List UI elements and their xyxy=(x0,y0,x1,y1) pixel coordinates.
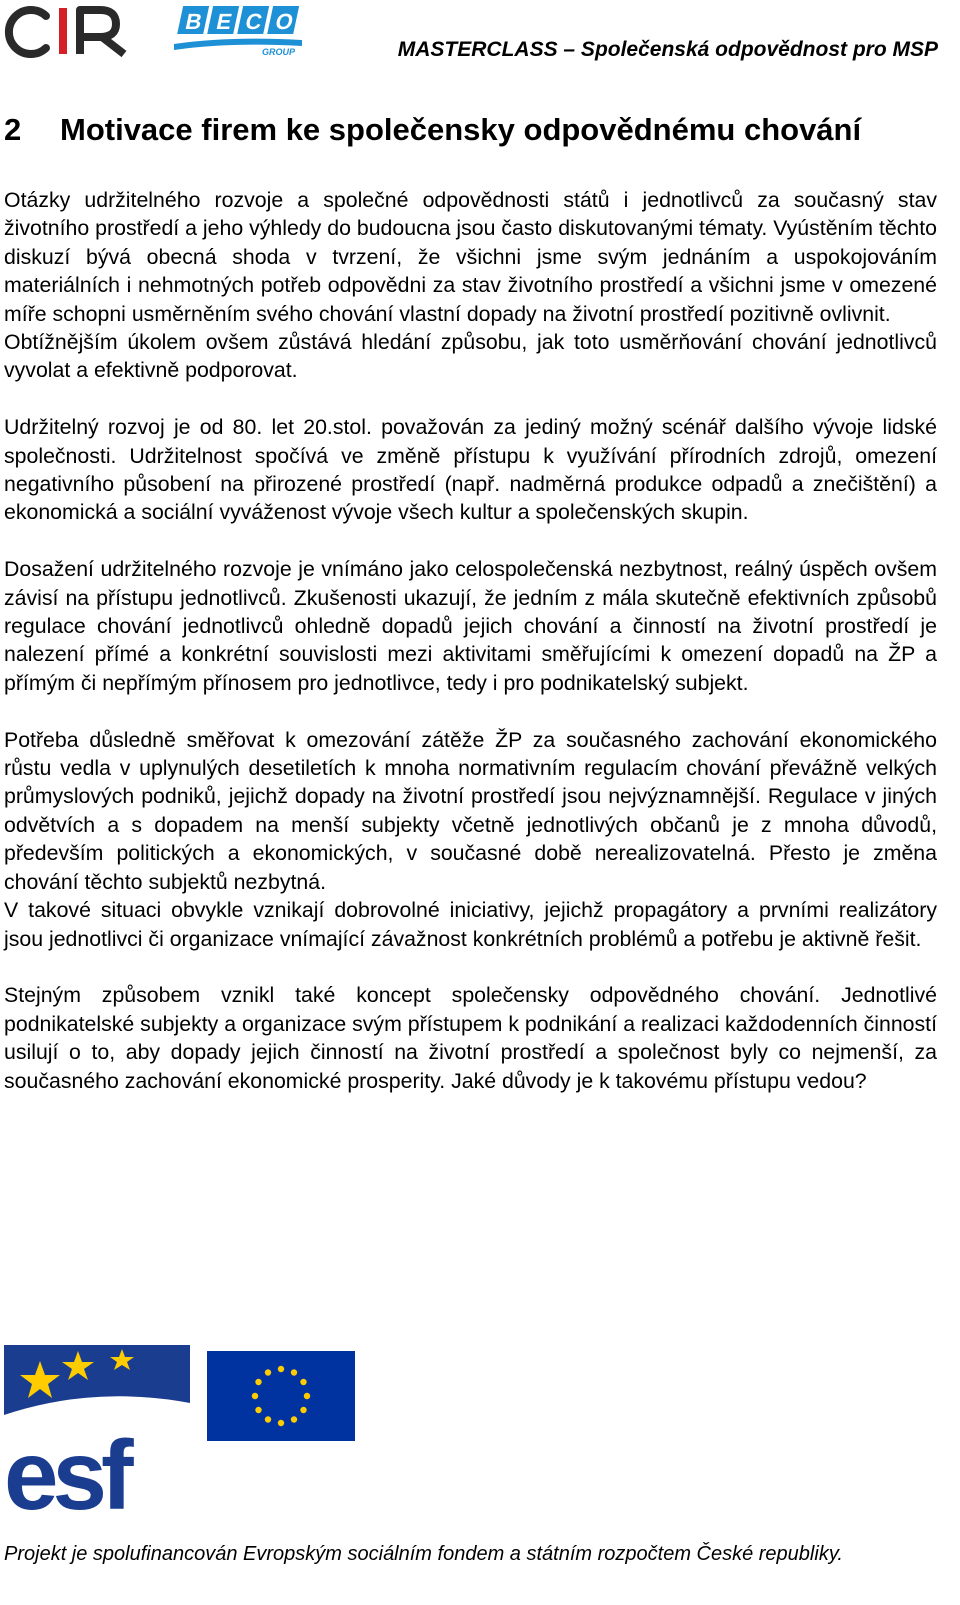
body-text xyxy=(4,186,937,1095)
paragraph: Stejným způsobem vznikl také koncept společensky odpovědného chování. Jednotlivé podnikatelské subjekty a organizace svým přístupem k podnikání a realizaci každodenních činností usilují o to, aby dopady jejich činností na životní prostředí a společnost byly co nejmenší, za současného zachování ekonomické prosperity. Jaké důvody je k takovému přístupu vedou? xyxy=(4,983,937,1093)
paragraph: V takové situaci obvykle vznikají dobrovolné iniciativy, jejichž propagátory a prvními realizátory jsou jednotlivci či organizace vnímající závažnost konkrétních problémů a potřebu je aktivně řešit. xyxy=(4,898,937,951)
svg-text:B: B xyxy=(183,9,205,34)
paragraph: Dosažení udržitelného rozvoje je vnímáno jako celospolečenská nezbytnost, reálný úspěch ovšem závisí na přístupu jednotlivců. Zkušenosti ukazují, že jedním z mála skutečně efektivních způsobů regulace chování jednotlivců ohledně dopadů jejich chování a činností na životní prostředí je nalezení přímé a konkrétní souvislosti mezi aktivitami směřujícími k omezení dopadů na ŽP a přímým či nepřímým přínosem pro jednotlivce, tedy i pro podnikatelský subjekt. xyxy=(4,557,937,695)
section-number: 2 xyxy=(4,112,22,147)
svg-text:esf: esf xyxy=(4,1420,128,1517)
header-title: MASTERCLASS – Společenská odpovědnost pro MSP xyxy=(397,38,938,61)
paragraph: Potřeba důsledně směřovat k omezování zátěže ŽP za současného zachování ekonomického růstu vedla v uplynulých desetiletích k mnoha normativním regulacím chování převážně velkých průmyslových podniků, jejichž dopady na životní prostředí jsou nejvýznamnější. Regulace v jiných odvětvích a s dopadem na menší subjekty včetně jednotlivých občanů je z mnoha důvodů, především politických a ekonomických, v současné době nerealizovatelná. Přesto je změna chování těchto subjektů nezbytná. xyxy=(4,727,937,894)
svg-text:GROUP: GROUP xyxy=(262,47,296,57)
cir-logo xyxy=(4,2,136,60)
footer-text: Projekt je spolufinancován Evropským sociálním fondem a státním rozpočtem České republiky. xyxy=(4,1543,843,1565)
paragraph: Otázky udržitelného rozvoje a společné odpovědnosti států i jednotlivců za současný stav životního prostředí a jeho výhledy do budoucna jsou často diskutovanými tématy. Vyústěním těchto diskuzí bývá obecná shoda v tvrzení, že všichni jsme svým jednáním a uspokojováním materiálních i nehmotných potřeb odpovědni za stav životního prostředí a všichni jsme v omezené míře schopni usměrněním svého chování vlastní dopady na životní prostředí pozitivně ovlivnit. xyxy=(4,188,937,326)
section-heading xyxy=(4,112,861,148)
paragraph: Udržitelný rozvoj je od 80. let 20.stol. považován za jediný možný scénář dalšího vývoje lidské společnosti. Udržitelnost spočívá ve změně přístupu k využívání přírodních zdrojů, omezení negativního působení na přirozené prostředí (např. nadměrná produkce odpadů a znečištění) a ekonomická a sociální vyváženost vývoje všech kultur a společenských skupin. xyxy=(4,415,937,525)
svg-text:CIR: CIR xyxy=(4,2,6,3)
svg-text:O: O xyxy=(273,9,296,34)
esf-logo xyxy=(4,1345,190,1517)
section-title: Motivace firem ke společensky odpovědnému chování xyxy=(60,112,862,147)
eu-flag-icon xyxy=(207,1351,355,1441)
svg-text:E: E xyxy=(214,9,235,34)
beco-group-logo xyxy=(170,2,306,60)
svg-text:C: C xyxy=(243,9,265,34)
paragraph: Obtížnějším úkolem ovšem zůstává hledání způsobu, jak toto usměrňování chování jednotlivců vyvolat a efektivně podporovat. xyxy=(4,330,937,383)
page-header xyxy=(0,0,960,80)
